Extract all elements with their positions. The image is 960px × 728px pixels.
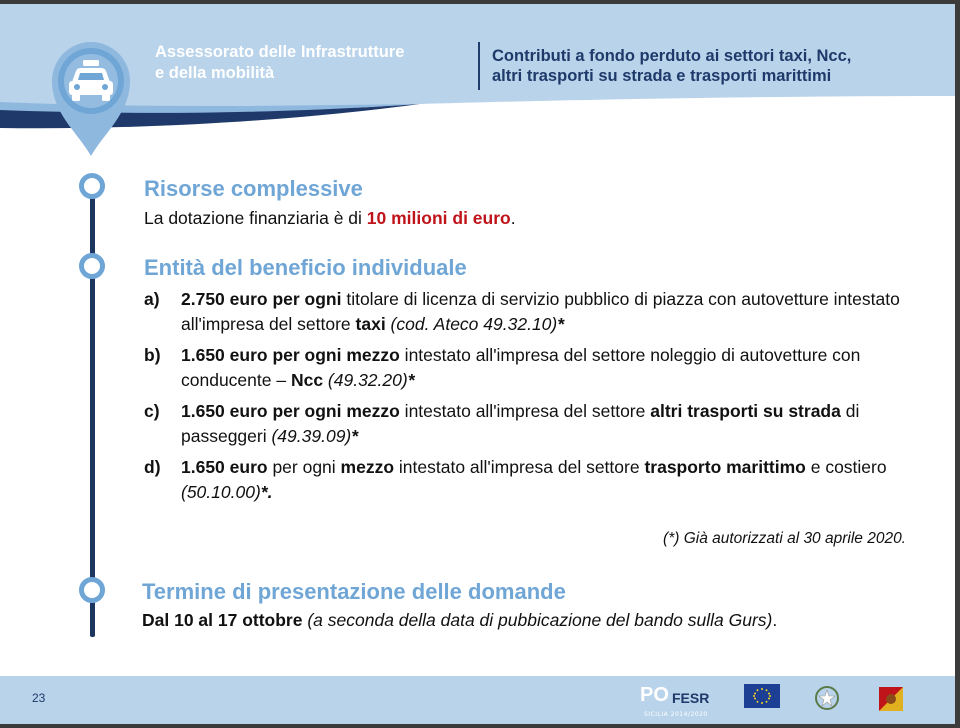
timeline-node-termine [79,577,105,603]
termine-tail: . [772,610,778,630]
risorse-text [144,206,516,231]
eu-flag-logo [744,684,780,708]
department-line-1: Assessorato delle Infrastrutture [155,43,405,61]
footer [0,676,955,724]
timeline-line [90,182,95,637]
list-item-c [144,399,914,449]
item-b-code: (49.32.20) [323,370,408,390]
item-a-asterisk: * [557,314,565,334]
item-a-code: (cod. Ateco 49.32.10) [385,314,558,334]
item-d-mezzo: mezzo [340,457,395,477]
slide-title-line-2: altri trasporti su strada e trasporti marittimi [492,67,832,85]
heading-termine: Termine di presentazione delle domande [142,579,566,604]
item-a-sector: taxi [355,314,386,334]
item-a-bold: 2.750 euro per ogni [181,289,342,309]
item-d-code: (50.10.00) [181,482,261,502]
item-c-code: (49.39.09) [271,426,352,446]
item-b-text: intestato all'impresa del settore noleggio di autovetture con conducente – [181,345,861,390]
item-d-sector: trasporto marittimo [644,457,806,477]
item-c-text-2: di passeggeri [181,401,860,446]
item-d-text: per ogni [267,457,341,477]
item-c-bold: 1.650 euro per ogni mezzo [181,401,400,421]
item-c-text: intestato all'impresa del settore [399,401,651,421]
sicily-region-emblem [876,684,906,714]
item-b-bold: 1.650 euro per ogni mezzo [181,345,400,365]
timeline-node-entita [79,253,105,279]
termine-dates: Dal 10 al 17 ottobre [142,610,303,630]
item-c-asterisk: * [351,426,359,446]
header [0,4,955,134]
taxi-icon [48,38,134,158]
italian-republic-emblem [812,684,842,714]
list-letter: c) [144,401,160,421]
termine-note: (a seconda della data di pubbicazione del bando sulla Gurs) [302,610,773,630]
list-item-a [144,287,914,337]
footnote: (*) Già autorizzati al 30 aprile 2020. [663,530,906,547]
termine-text [142,608,777,633]
item-d-text-2: intestato all'impresa del settore [394,457,645,477]
slide [0,4,955,724]
item-d-text-3: e costiero [805,457,887,477]
heading-risorse: Risorse complessive [144,176,363,201]
risorse-amount: 10 milioni di euro [366,208,511,228]
list-item-d [144,455,914,505]
page-number: 23 [32,691,46,705]
slide-title-line-1: Contributi a fondo perduto ai settori taxi, Ncc, [492,47,852,65]
item-d-bold: 1.650 euro [181,457,268,477]
timeline-node-risorse [79,173,105,199]
list-letter: b) [144,345,161,365]
item-c-sector: altri trasporti su strada [650,401,841,421]
heading-entita: Entità del beneficio individuale [144,255,467,280]
item-b-asterisk: * [407,370,415,390]
slide-title [492,46,952,86]
list-letter: a) [144,289,160,309]
item-d-asterisk: *. [260,482,273,502]
list-item-b [144,343,914,393]
department-line-2: e della mobilità [155,64,275,82]
risorse-text-before: La dotazione finanziaria è di [144,208,367,228]
department-title [155,42,455,84]
po-fesr-logo: PO FESR SICILIA 2014/2020 [640,684,710,718]
risorse-text-after: . [510,208,516,228]
header-divider [478,42,480,90]
benefit-list [144,287,914,511]
item-b-sector: Ncc [290,370,324,390]
item-a-text: titolare di licenza di servizio pubblico di piazza con autovetture intestato all'impresa del settore [181,289,900,334]
list-letter: d) [144,457,161,477]
